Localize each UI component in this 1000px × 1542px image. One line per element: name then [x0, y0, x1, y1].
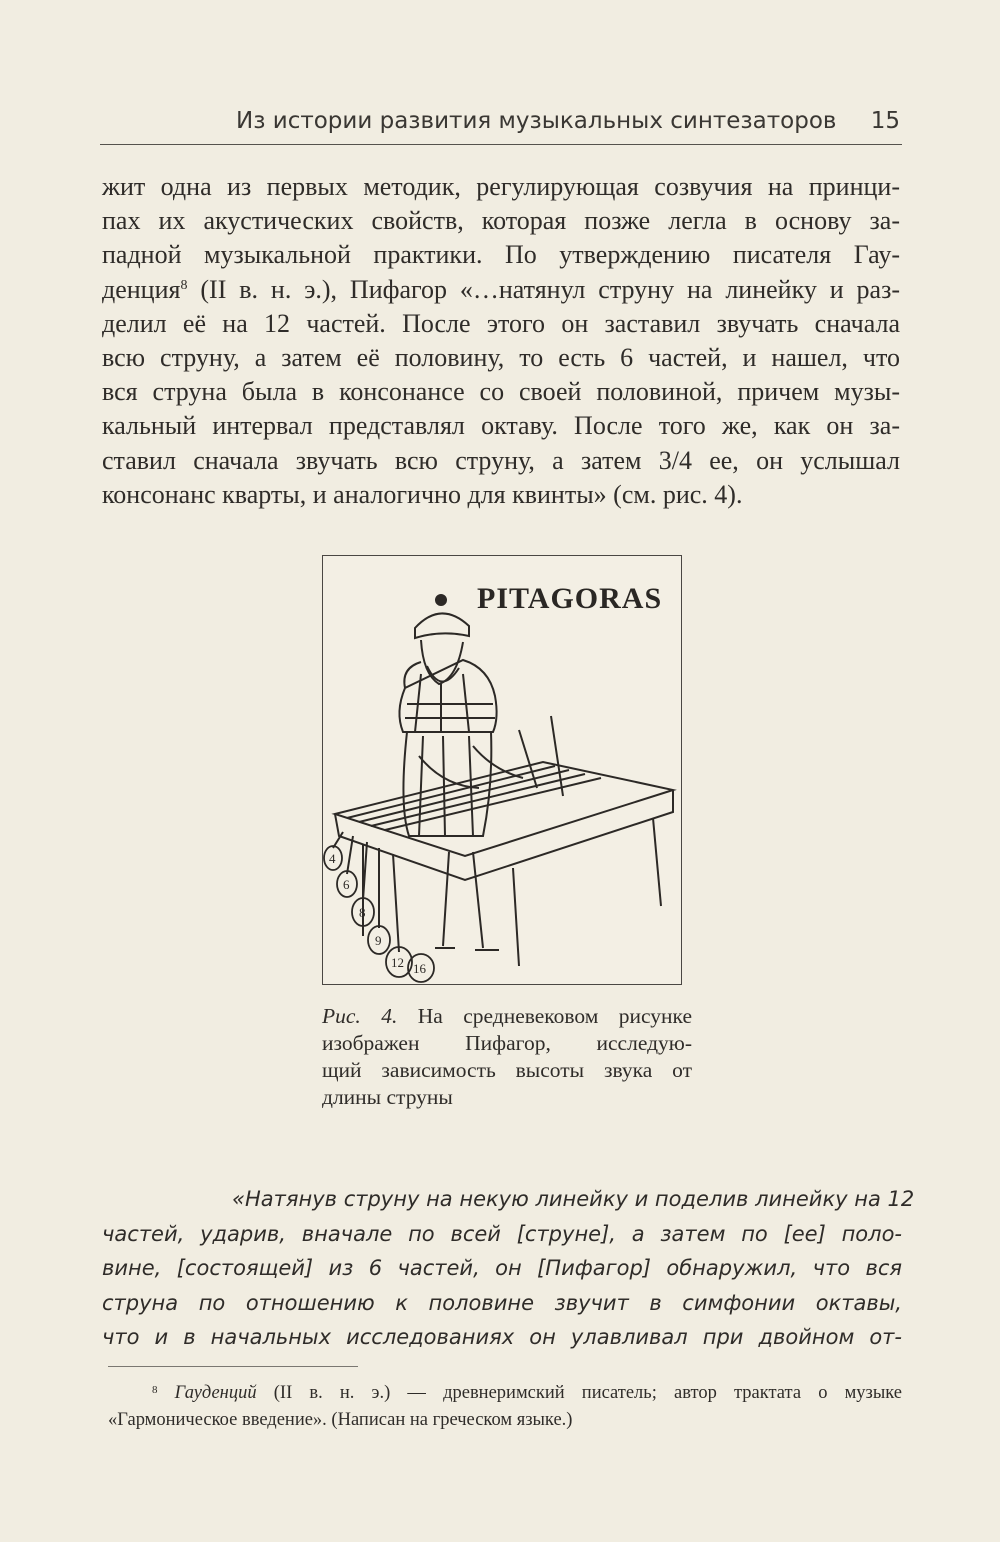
cape-stripes: [405, 674, 495, 732]
cape-shape: [399, 660, 496, 732]
running-header: [100, 104, 902, 145]
woodcut-illustration: [323, 556, 681, 984]
quote-line: «Натянув струну на некую линейку и поделив линейку на 12: [232, 1187, 915, 1211]
figure-pythagoras-woodcut: [322, 555, 682, 985]
table-front: [335, 790, 673, 880]
running-header-title: Из истории развития музыкальных синтезаторов: [236, 108, 837, 134]
robe-shape: [403, 732, 491, 836]
footnote-line: [108, 1380, 902, 1407]
strings: [347, 766, 601, 830]
weight-label: 9: [375, 933, 382, 948]
caption-line: длины струны: [322, 1085, 453, 1109]
body-line: жит одна из первых методик, регулирующая созвучия на принци-: [102, 172, 900, 201]
footnote-name: Гауденций: [174, 1383, 257, 1403]
hat-button: [436, 595, 446, 605]
weight-label: 4: [329, 851, 336, 866]
weight-label: 6: [343, 877, 350, 892]
body-line: вся струна была в консонансе со своей половиной, причем музы-: [102, 377, 900, 407]
weight-label: 12: [391, 955, 404, 970]
legs-shape: [435, 852, 499, 950]
body-line: ставил сначала звучать всю струну, а затем 3/4 ее, он услышал: [102, 445, 900, 475]
quote-line: что и в начальных исследованиях он улавливал при двойном от-: [102, 1325, 902, 1349]
caption-label: Рис. 4.: [322, 1004, 398, 1028]
weight-label: 8: [359, 905, 366, 920]
caption-line: изображен Пифагор, исследую-: [322, 1031, 692, 1055]
body-line: делил её на 12 частей. После этого он заставил звучать сначала: [102, 308, 900, 338]
body-line-end: (II в. н. э.), Пифагор «…натянул струну на линейку и раз-: [200, 274, 900, 304]
weight-label: 16: [413, 961, 426, 976]
figure-caption: [322, 1003, 692, 1111]
hat-shape: [415, 613, 469, 638]
page-number: 15: [870, 108, 900, 134]
quote-line: частей, ударив, вначале по всей [струне], а затем по [ее] поло-: [102, 1221, 902, 1246]
footnote-divider: [108, 1366, 358, 1367]
quote-line: вине, [состоящей] из 6 частей, он [Пифагор] обнаружил, что вся: [102, 1256, 902, 1280]
figure-title: PITAGORAS: [477, 582, 663, 615]
body-line-with-footnote: [102, 273, 900, 307]
body-paragraph: [102, 170, 900, 512]
footnote-reference[interactable]: 8: [180, 277, 188, 293]
footnote: [108, 1380, 902, 1434]
caption-line: щий зависимость высоты звука от: [322, 1058, 692, 1082]
caption-line: [322, 1003, 692, 1030]
footnote-line: «Гармоническое введение». (Написан на греческом языке.): [108, 1410, 573, 1430]
footnote-text: (II в. н. э.) — древнеримский писатель; автор трактата о музыке: [273, 1383, 903, 1403]
body-line: пах их акустических свойств, которая позже легла в основу за-: [102, 206, 900, 236]
body-line: падной музыкальной практики. По утверждению писателя Гау-: [102, 240, 900, 270]
quotation-block: [102, 1182, 915, 1355]
footnote-number: 8: [152, 1384, 158, 1396]
caption-line-text: На средневековом рисунке: [417, 1004, 692, 1028]
body-line: всю струну, а затем её половину, то есть 6 частей, и нашел, что: [102, 343, 900, 373]
body-line-start: денция: [102, 274, 181, 304]
quote-line: струна по отношению к половине звучит в симфонии октавы,: [102, 1290, 902, 1315]
body-line: консонанс кварты, и аналогично для квинты» (см. рис. 4).: [102, 479, 743, 509]
body-line: кальный интервал представлял октаву. После того же, как он за-: [102, 411, 900, 441]
